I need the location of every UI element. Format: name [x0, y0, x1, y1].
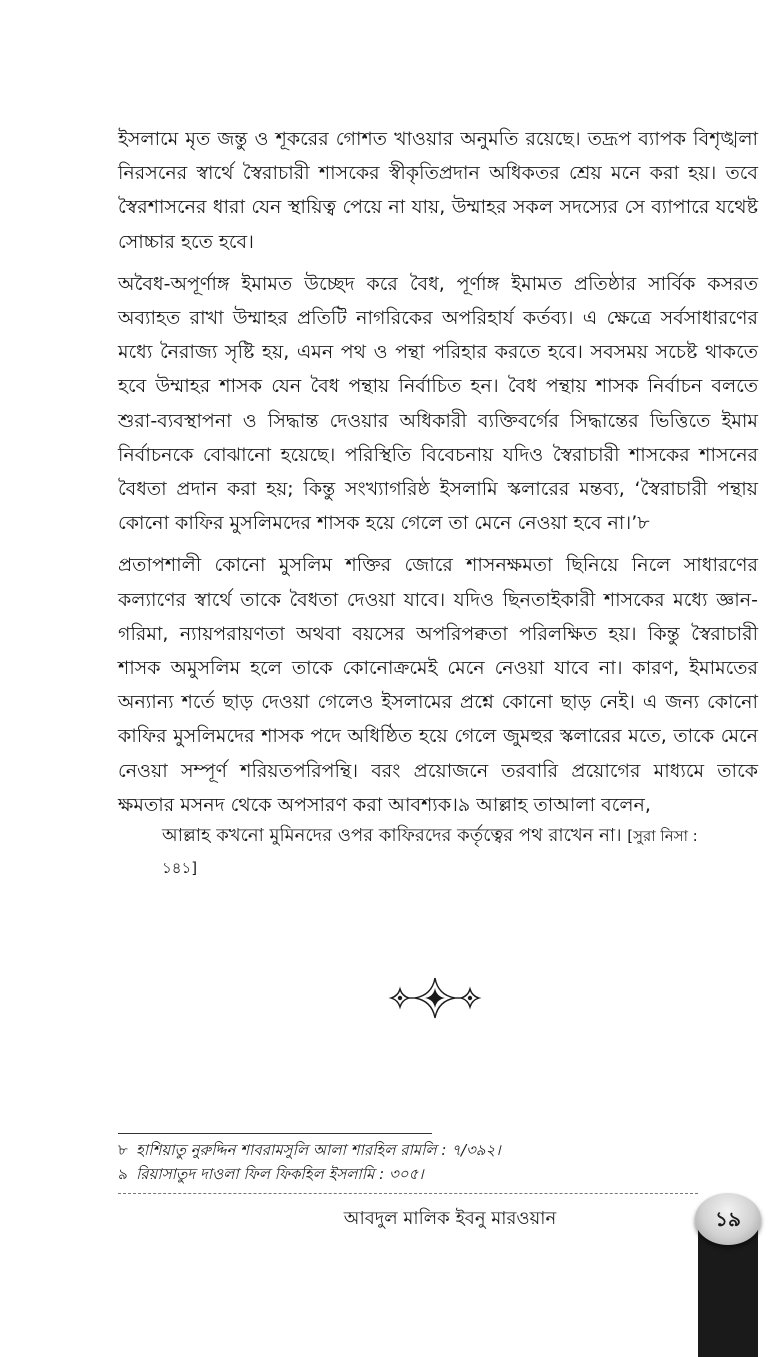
- footnote-source: রিয়াসাতুদ দাওলা ফিল ফিকহিল ইসলামি: [136, 1165, 375, 1183]
- footnote-mark: ৯: [118, 1165, 128, 1183]
- footnote-9: [118, 1162, 678, 1186]
- quote-text: আল্লাহ কখনো মুমিনদের ওপর কাফিরদের কর্তৃত্বের পথ রাখেন না।: [162, 825, 622, 846]
- paragraph-1: ইসলামে মৃত জন্তু ও শূকরের গোশত খাওয়ার অনুমতি রয়েছে। তদ্রূপ ব্যাপক বিশৃঙ্খলা নিরসনের স্বার্থে স্বৈরাচারী শাসকের স্বীকৃতিপ্রদান অধিকতর শ্রেয় মনে করা হয়। তবে স্বৈরশাসনের ধারা যেন স্থায়িত্ব পেয়ে না যায়, উম্মাহর সকল সদস্যের সে ব্যাপারে যথেষ্ট সোচ্চার হতে হবে।: [118, 128, 758, 253]
- body-text: [118, 122, 758, 830]
- paragraph-2: অবৈধ-অপূর্ণাঙ্গ ইমামত উচ্ছেদ করে বৈধ, পূর্ণাঙ্গ ইমামত প্রতিষ্ঠার সার্বিক কসরত অব্যাহত রাখা উম্মাহর প্রতিটি নাগরিকের অপরিহার্য কর্তব্য। এ ক্ষেত্রে সর্বসাধারণের মধ্যে নৈরাজ্য সৃষ্টি হয়, এমন পথ ও পন্থা পরিহার করতে হবে। সবসময় সচেষ্ট থাকতে হবে উম্মাহর শাসক যেন বৈধ পন্থায় নির্বাচিত হন। বৈধ পন্থায় শাসক নির্বাচন বলতে শুরা-ব্যবস্থাপনা ও সিদ্ধান্ত দেওয়ার অধিকারী ব্যক্তিবর্গের সিদ্ধান্তের ভিত্তিতে ইমাম নির্বাচনকে বোঝানো হয়েছে। পরিস্থিতি বিবেচনায় যদিও স্বৈরাচারী শাসকের শাসনের বৈধতা প্রদান করা হয়; কিন্তু সংখ্যাগরিষ্ঠ ইসলামি স্কলারের মন্তব্য, ‘স্বৈরাচারী পন্থায় কোনো কাফির মুসলিমদের শাসক হয়ে গেলে তা মেনে নেওয়া হবে না।’৮: [118, 272, 758, 535]
- footnote-divider: [118, 1133, 432, 1134]
- page-number: ১৯: [695, 1193, 761, 1245]
- footnote-ref: : ৭/৩৯২।: [436, 1141, 501, 1159]
- star-ornament-icon: [385, 976, 485, 1020]
- paragraph-3: প্রতাপশালী কোনো মুসলিম শক্তির জোরে শাসনক্ষমতা ছিনিয়ে নিলে সাধারণের কল্যাণের স্বার্থে তাকে বৈধতা দেওয়া যাবে। যদিও ছিনতাইকারী শাসকের মধ্যে জ্ঞান-গরিমা, ন্যায়পরায়ণতা অথবা বয়সের অপরিপক্বতা পরিলক্ষিত হয়। কিন্তু স্বৈরাচারী শাসক অমুসলিম হলে তাকে কোনোক্রমেই মেনে নেওয়া যাবে না। কারণ, ইমামতের অন্যান্য শর্তে ছাড় দেওয়া গেলেও ইসলামের প্রশ্নে কোনো ছাড় নেই। এ জন্য কোনো কাফির মুসলিমদের শাসক পদে অধিষ্ঠিত হয়ে গেলে জুমহুর স্কলারের মতে, তাকে মেনে নেওয়া সম্পূর্ণ শরিয়তপরিপন্থি। বরং প্রয়োজনে তরবারি প্রয়োগের মাধ্যমে তাকে ক্ষমতার মসনদ থেকে অপসারণ করা আবশ্যক।৯ আল্লাহ তাআলা বলেন,: [118, 554, 758, 816]
- footnote-mark: ৮: [118, 1141, 128, 1159]
- footer-dashed-divider: [118, 1193, 698, 1194]
- footnote-source: হাশিয়াতু নুরুদ্দিন শাবরামসুলি আলা শারহিল রামলি: [136, 1141, 437, 1159]
- footnote-8: [118, 1138, 678, 1162]
- footnote-ref: : ৩০৫।: [374, 1165, 424, 1183]
- running-title: আবদুল মালিক ইবনু মারওয়ান: [343, 1208, 557, 1229]
- quote-reference: [সুরা নিসা : ১৪১]: [162, 827, 698, 877]
- footnotes: [118, 1138, 678, 1186]
- quran-quote: [162, 820, 722, 884]
